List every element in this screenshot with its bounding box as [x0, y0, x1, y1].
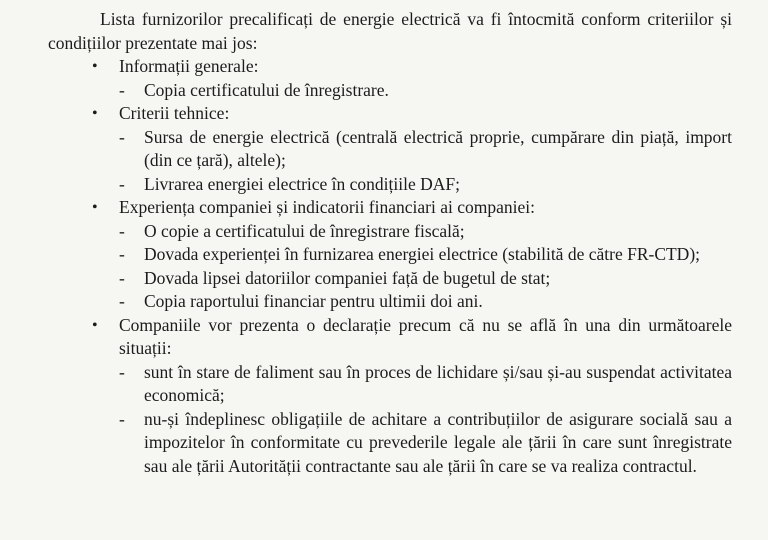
intro-paragraph: Lista furnizorilor precalificați de energie electrică va fi întocmită conform criteriilor și condițiilor prezentate mai jos: — [48, 9, 732, 53]
criteria-list — [48, 55, 732, 478]
dash-icon: - — [119, 244, 125, 264]
list-item — [119, 173, 732, 197]
list-item — [119, 126, 732, 173]
section-items — [119, 361, 732, 479]
section-items — [119, 79, 732, 103]
bullet-icon: • — [92, 105, 98, 122]
list-item-text: Dovada lipsei datoriilor companiei față de bugetul de stat; — [144, 267, 551, 288]
list-item-text: Sursa de energie electrică (centrală electrică proprie, cumpărare din piață, import (din ce țară), altele); — [144, 126, 732, 170]
dash-icon: - — [119, 173, 125, 194]
dash-icon: - — [119, 79, 125, 100]
list-item — [119, 408, 732, 479]
section-items — [119, 220, 732, 314]
bullet-icon: • — [92, 199, 98, 216]
list-item — [119, 220, 732, 244]
criteria-section — [48, 102, 732, 196]
dash-icon: - — [119, 408, 125, 429]
section-title: Experiența companiei și indicatorii financiari ai companiei: — [119, 197, 535, 217]
list-item — [119, 290, 732, 314]
bullet-icon: • — [92, 58, 98, 75]
list-item-text: Copia raportului financiar pentru ultimii doi ani. — [144, 291, 483, 311]
section-title: Informații generale: — [119, 56, 259, 76]
section-items — [119, 126, 732, 197]
list-item-text: O copie a certificatului de înregistrare fiscală; — [144, 220, 465, 241]
list-item — [119, 79, 732, 103]
list-item-text: sunt în stare de faliment sau în proces de lichidare și/sau și-au suspendat activitatea economică; — [144, 361, 732, 405]
dash-icon: - — [119, 291, 125, 311]
section-title: Criterii tehnice: — [119, 103, 230, 123]
bullet-icon: • — [92, 316, 98, 334]
list-item — [119, 243, 732, 267]
criteria-section — [48, 196, 732, 314]
criteria-section — [48, 55, 732, 102]
criteria-section — [48, 314, 732, 479]
dash-icon: - — [119, 126, 125, 147]
list-item — [119, 361, 732, 408]
dash-icon: - — [119, 267, 125, 288]
list-item-text: Livrarea energiei electrice în condițiile DAF; — [144, 173, 460, 194]
list-item — [119, 267, 732, 291]
dash-icon: - — [119, 361, 125, 382]
dash-icon: - — [119, 220, 125, 241]
list-item-text: Copia certificatului de înregistrare. — [144, 79, 389, 100]
list-item-text: Dovada experienței în furnizarea energiei electrice (stabilită de către FR-CTD); — [144, 244, 701, 264]
section-title: Companiile vor prezenta o declarație precum că nu se află în una din următoarele situații: — [119, 314, 732, 358]
list-item-text: nu-și îndeplinesc obligațiile de achitare a contribuțiilor de asigurare socială sau a impozitelor în conformitate cu prevederile legale ale țării în care sunt înregistrate sau ale țării Autorității contractante sau ale țării în care se va realiza contractul. — [144, 408, 732, 476]
